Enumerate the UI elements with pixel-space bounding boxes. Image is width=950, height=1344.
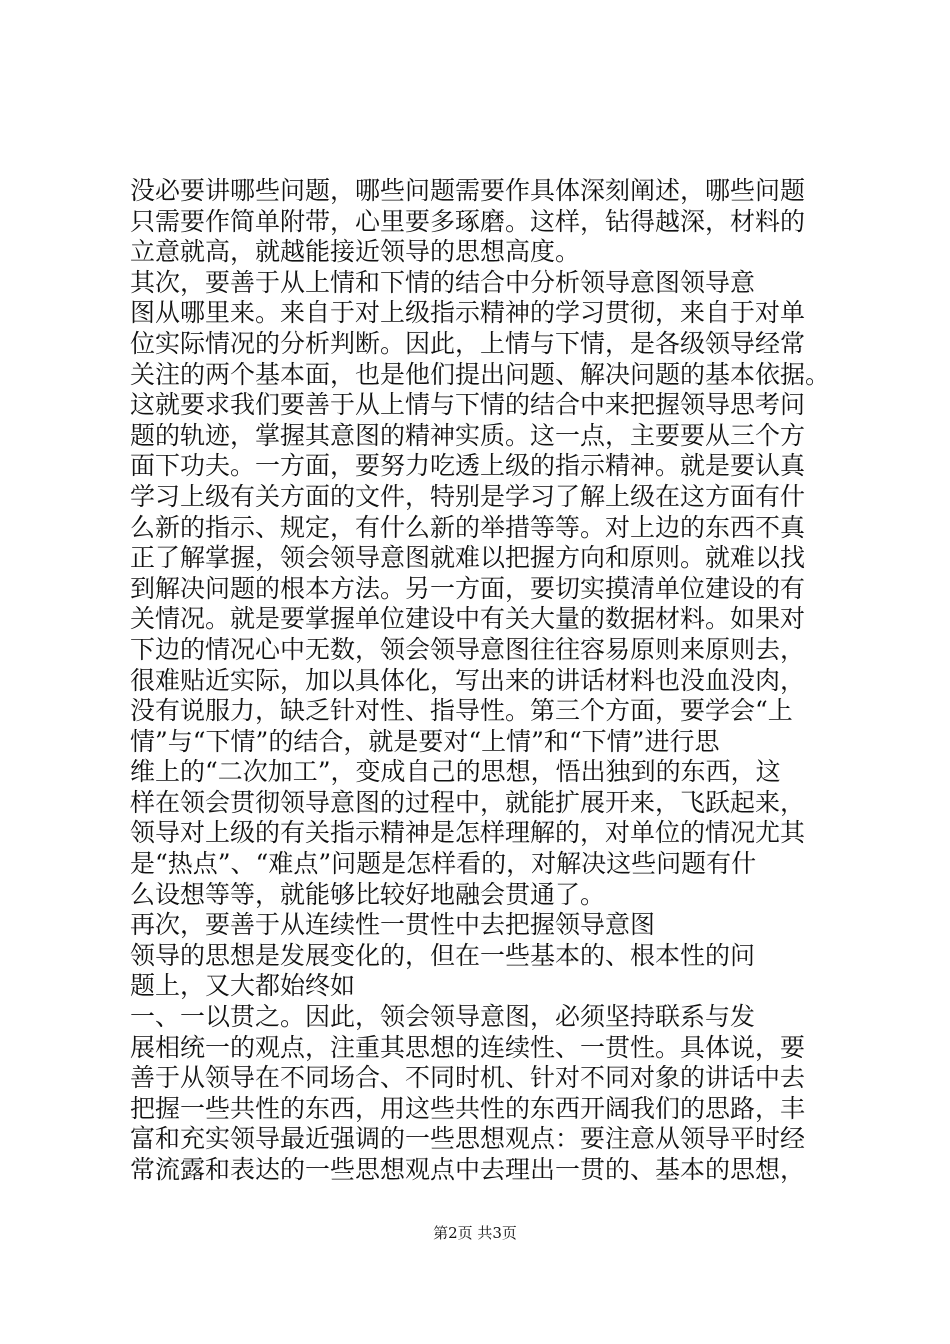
text-line: 很难贴近实际，加以具体化，写出来的讲话材料也没血没肉，: [130, 665, 806, 695]
text-line: 题的轨迹，掌握其意图的精神实质。这一点，主要要从三个方: [130, 420, 806, 450]
text-line: 位实际情况的分析判断。因此，上情与下情，是各级领导经常: [130, 328, 806, 358]
text-line: 这就要求我们要善于从上情与下情的结合中来把握领导思考问: [130, 390, 806, 420]
text-line: 领导的思想是发展变化的，但在一些基本的、根本性的问: [130, 940, 756, 970]
text-line: 学习上级有关方面的文件，特别是学习了解上级在这方面有什: [130, 481, 806, 511]
text-line: 立意就高，就越能接近领导的思想高度。: [130, 237, 581, 267]
text-line: 么设想等等，就能够比较好地融会贯通了。: [130, 879, 606, 909]
body-text: [130, 176, 850, 1186]
text-line: 领导对上级的有关指示精神是怎样理解的，对单位的情况尤其: [130, 818, 806, 848]
text-line: 把握一些共性的东西，用这些共性的东西开阔我们的思路，丰: [130, 1093, 806, 1123]
text-line: 其次，要善于从上情和下情的结合中分析领导意图领导意: [130, 267, 756, 297]
text-line: 维上的“二次加工”，变成自己的思想，悟出独到的东西，这: [130, 757, 781, 787]
text-line: 再次，要善于从连续性一贯性中去把握领导意图: [130, 910, 656, 940]
text-line: 一、一以贯之。因此，领会领导意图，必须坚持联系与发: [130, 1002, 756, 1032]
text-line: 展相统一的观点，注重其思想的连续性、一贯性。具体说，要: [130, 1032, 806, 1062]
text-line: 题上，又大都始终如: [130, 971, 356, 1001]
text-line: 样在领会贯彻领导意图的过程中，就能扩展开来，飞跃起来，: [130, 787, 806, 817]
text-line: 关情况。就是要掌握单位建设中有关大量的数据材料。如果对: [130, 604, 806, 634]
text-line: 下边的情况心中无数，领会领导意图往往容易原则来原则去，: [130, 634, 806, 664]
text-line: 到解决问题的根本方法。另一方面，要切实摸清单位建设的有: [130, 573, 806, 603]
text-line: 是“热点”、“难点”问题是怎样看的，对解决这些问题有什: [130, 849, 757, 879]
text-line: 图从哪里来。来自于对上级指示精神的学习贯彻，来自于对单: [130, 298, 806, 328]
text-line: 情”与“下情”的结合，就是要对“上情”和“下情”进行思: [130, 726, 720, 756]
text-line: 善于从领导在不同场合、不同时机、针对不同对象的讲话中去: [130, 1063, 806, 1093]
text-line: 么新的指示、规定，有什么新的举措等等。对上边的东西不真: [130, 512, 806, 542]
text-line: 没有说服力，缺乏针对性、指导性。第三个方面，要学会“上: [130, 696, 793, 726]
text-line: 面下功夫。一方面，要努力吃透上级的指示精神。就是要认真: [130, 451, 806, 481]
text-line: 没必要讲哪些问题，哪些问题需要作具体深刻阐述，哪些问题: [130, 176, 806, 205]
text-line: 正了解掌握，领会领导意图就难以把握方向和原则。就难以找: [130, 543, 806, 573]
text-line: 关注的两个基本面，也是他们提出问题、解决问题的基本依据。: [130, 359, 831, 389]
text-line: 富和充实领导最近强调的一些思想观点：要注意从领导平时经: [130, 1124, 806, 1154]
text-line: 只需要作简单附带，心里要多琢磨。这样，钻得越深，材料的: [130, 206, 806, 236]
page-footer: 第2页 共3页: [433, 1224, 517, 1242]
text-line: 常流露和表达的一些思想观点中去理出一贯的、基本的思想，: [130, 1155, 806, 1184]
